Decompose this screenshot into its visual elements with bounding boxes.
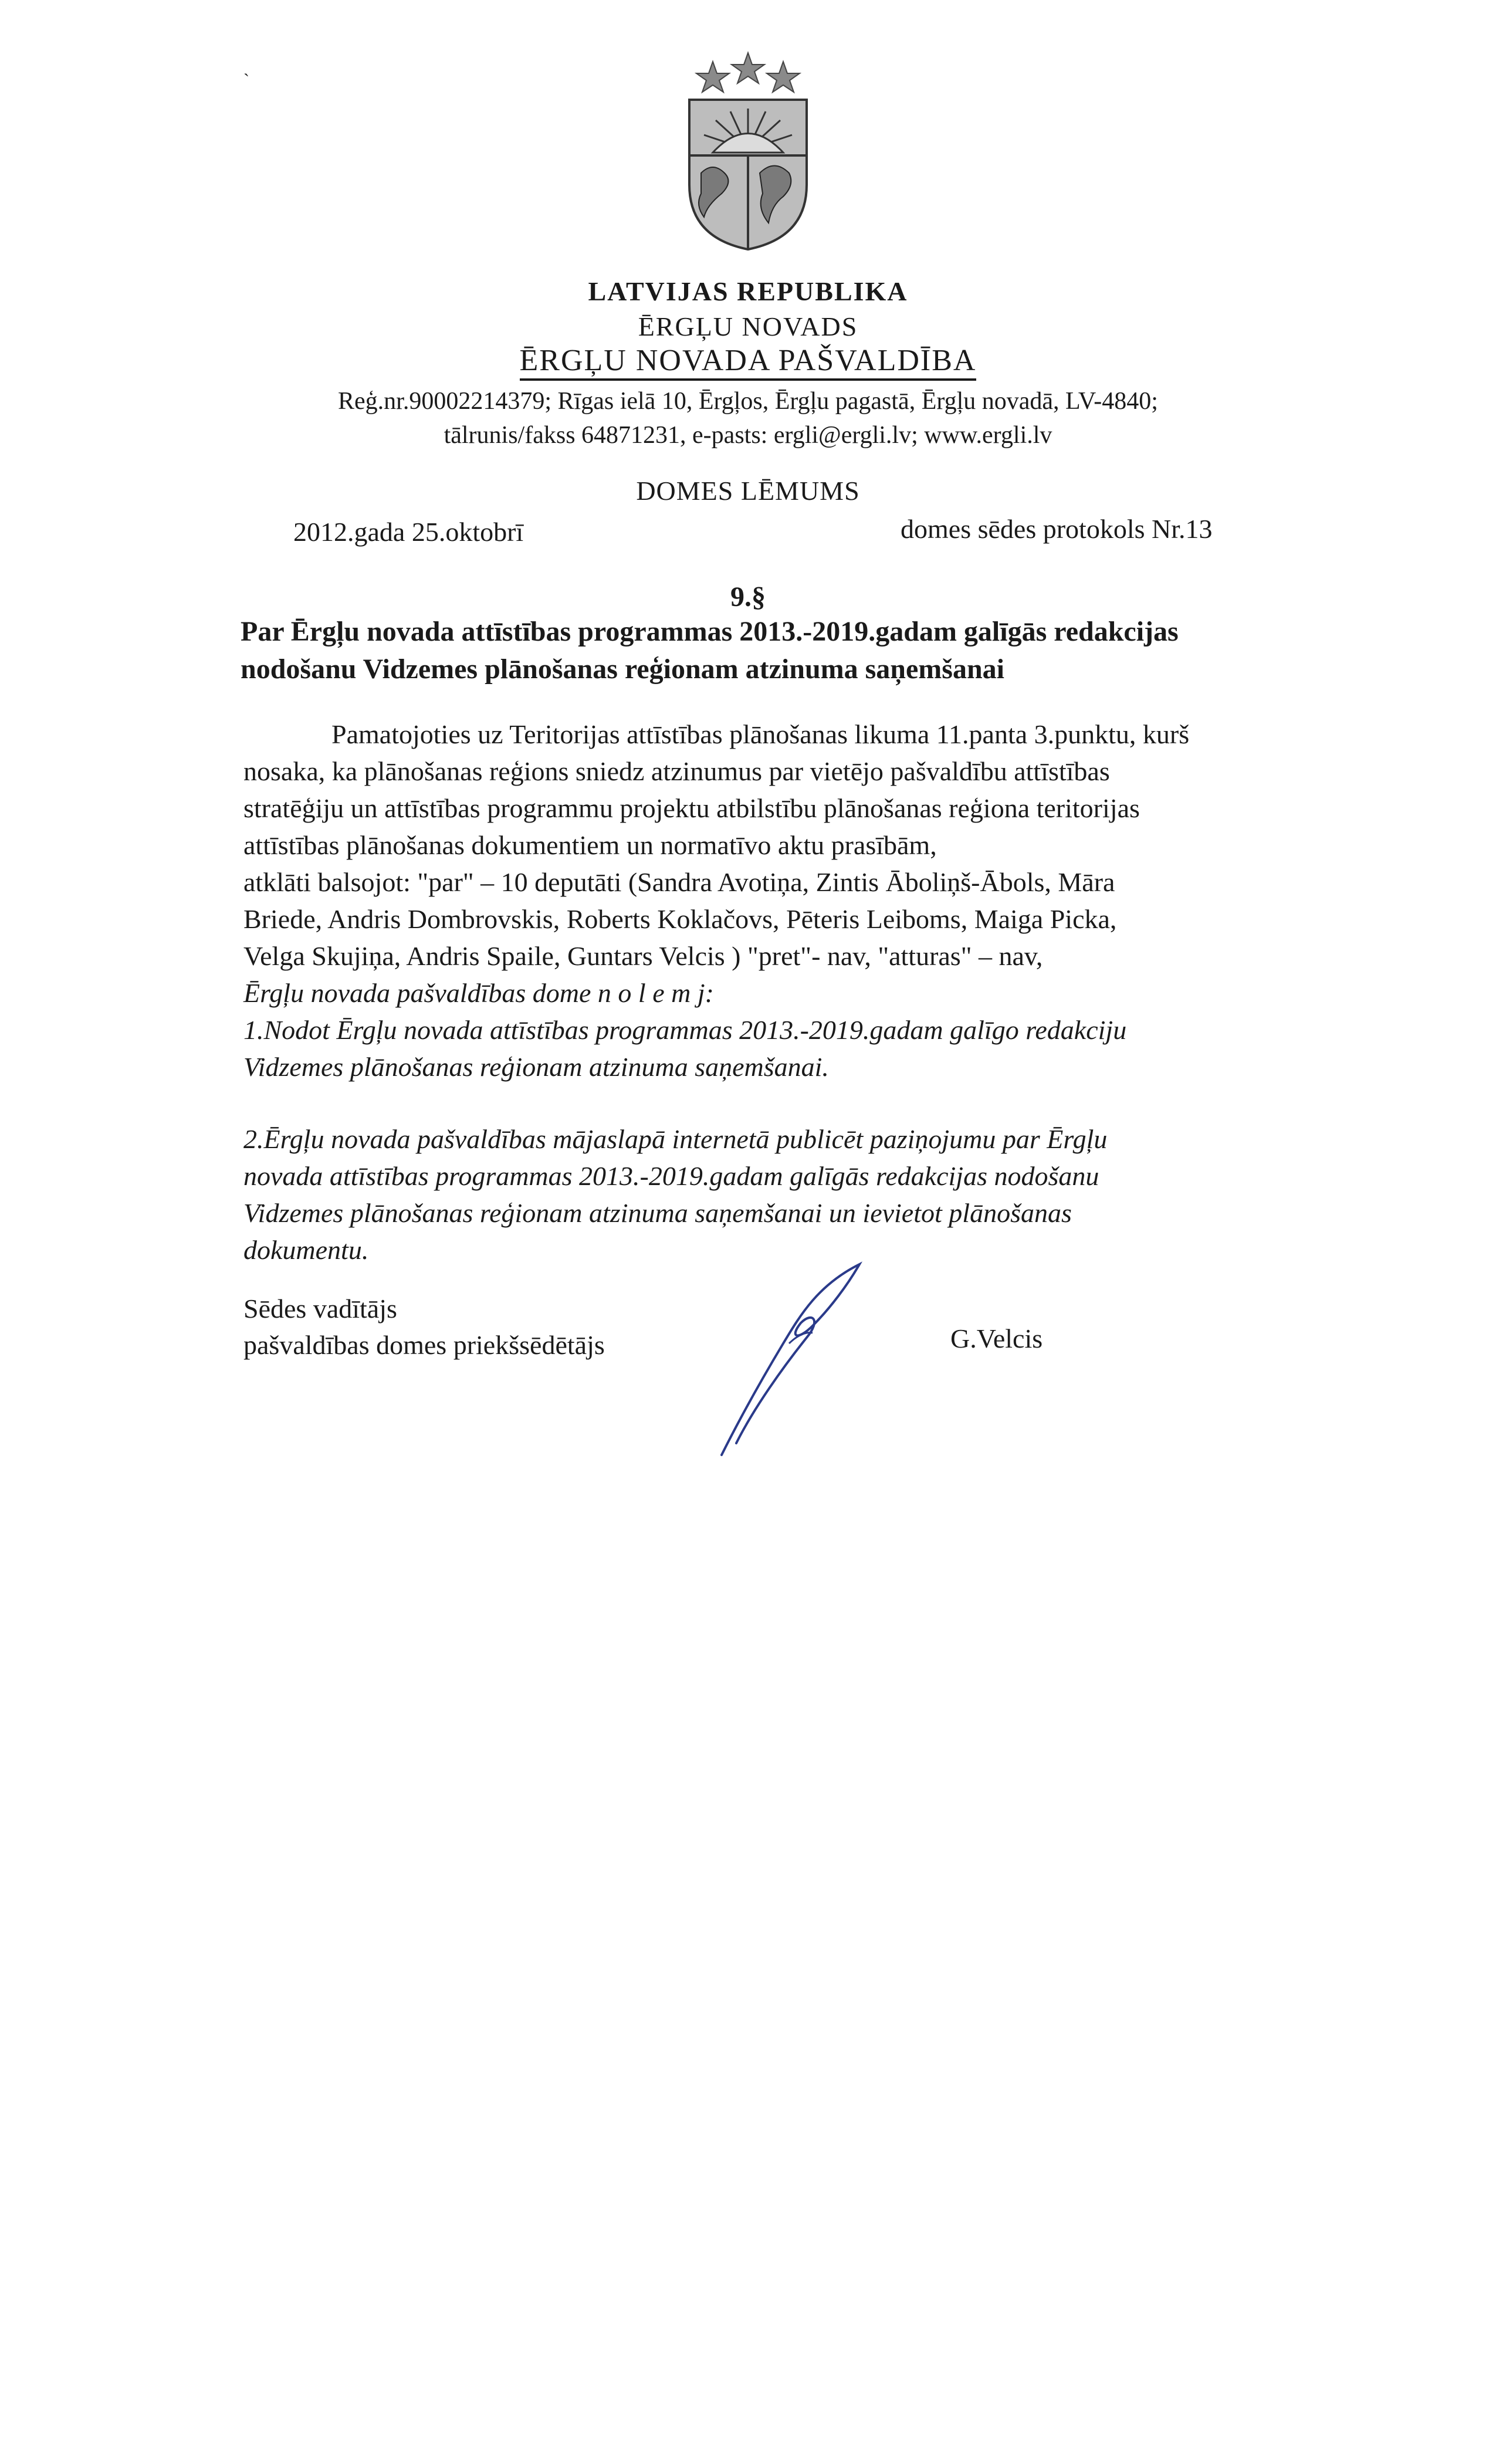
item-2-line-3: Vidzemes plānošanas reģionam atzinuma saņemšanai un ievietot plānošanas xyxy=(243,1198,1072,1228)
basis-line-3: stratēģiju un attīstības programmu projektu atbilstību plānošanas reģiona teritorijas xyxy=(243,793,1140,823)
coat-of-arms-icon xyxy=(678,50,818,252)
document-type: DOMES LĒMUMS xyxy=(636,476,860,506)
vote-line-2: Briede, Andris Dombrovskis, Roberts Koklačovs, Pēteris Leiboms, Maiga Picka, xyxy=(243,904,1117,934)
header-address xyxy=(0,384,1496,452)
vote-line-1: atklāti balsojot: "par" – 10 deputāti (Sandra Avotiņa, Zintis Āboliņš-Ābols, Māra xyxy=(243,867,1115,897)
address-line-1: Reģ.nr.90002214379; Rīgas ielā 10, Ērgļos, Ērgļu pagastā, Ērgļu novadā, LV-4840; xyxy=(338,388,1158,415)
decision-title xyxy=(241,613,1297,688)
signatory-role-line-1: Sēdes vadītājs xyxy=(243,1294,397,1324)
title-line-1: Par Ērgļu novada attīstības programmas 2013.-2019.gadam galīgās redakcijas xyxy=(241,616,1179,647)
signatory-role xyxy=(243,1291,605,1363)
paragraph-number: 9.§ xyxy=(730,581,766,612)
item-2-line-4: dokumentu. xyxy=(243,1235,369,1265)
council-decides: Ērgļu novada pašvaldības dome n o l e m j: xyxy=(243,978,714,1008)
header-municipality xyxy=(0,343,1496,378)
stray-mark: ˋ xyxy=(243,70,249,90)
item-1-line-1: 1.Nodot Ērgļu novada attīstības programmas 2013.-2019.gadam galīgo redakciju xyxy=(243,1015,1127,1045)
signatory-role-line-2: pašvaldības domes priekšsēdētājs xyxy=(243,1330,605,1360)
basis-line-1: Pamatojoties uz Teritorijas attīstības plānošanas likuma 11.panta 3.punktu, kurš xyxy=(331,719,1190,749)
item-2-line-2: novada attīstības programmas 2013.-2019.gadam galīgās redakcijas nodošanu xyxy=(243,1161,1099,1191)
basis-line-4: attīstības plānošanas dokumentiem un normatīvo aktu prasībām, xyxy=(243,830,937,860)
header-district: ĒRGĻU NOVADS xyxy=(638,312,858,341)
handwritten-signature xyxy=(719,1261,871,1461)
item-1-line-2: Vidzemes plānošanas reģionam atzinuma saņemšanai. xyxy=(243,1052,829,1082)
address-line-2: tālrunis/fakss 64871231, e-pasts: ergli@ergli.lv; www.ergli.lv xyxy=(444,422,1052,449)
protocol-number: domes sēdes protokols Nr.13 xyxy=(901,514,1213,544)
header-country: LATVIJAS REPUBLIKA xyxy=(588,276,908,306)
basis-line-2: nosaka, ka plānošanas reģions sniedz atzinumus par vietējo pašvaldību attīstības xyxy=(243,756,1110,786)
spacer xyxy=(243,1085,1276,1121)
item-2-line-1: 2.Ērgļu novada pašvaldības mājaslapā internetā publicēt paziņojumu par Ērgļu xyxy=(243,1124,1108,1154)
title-line-2: nodošanu Vidzemes plānošanas reģionam atzinuma saņemšanai xyxy=(241,654,1004,685)
decision-body xyxy=(243,716,1276,1268)
municipality-name: ĒRGĻU NOVADA PAŠVALDĪBA xyxy=(520,344,977,381)
vote-line-3: Velga Skujiņa, Andris Spaile, Guntars Velcis ) "pret"- nav, "atturas" – nav, xyxy=(243,941,1043,971)
document-date: 2012.gada 25.oktobrī xyxy=(293,517,524,547)
signatory-name: G.Velcis xyxy=(950,1324,1043,1353)
